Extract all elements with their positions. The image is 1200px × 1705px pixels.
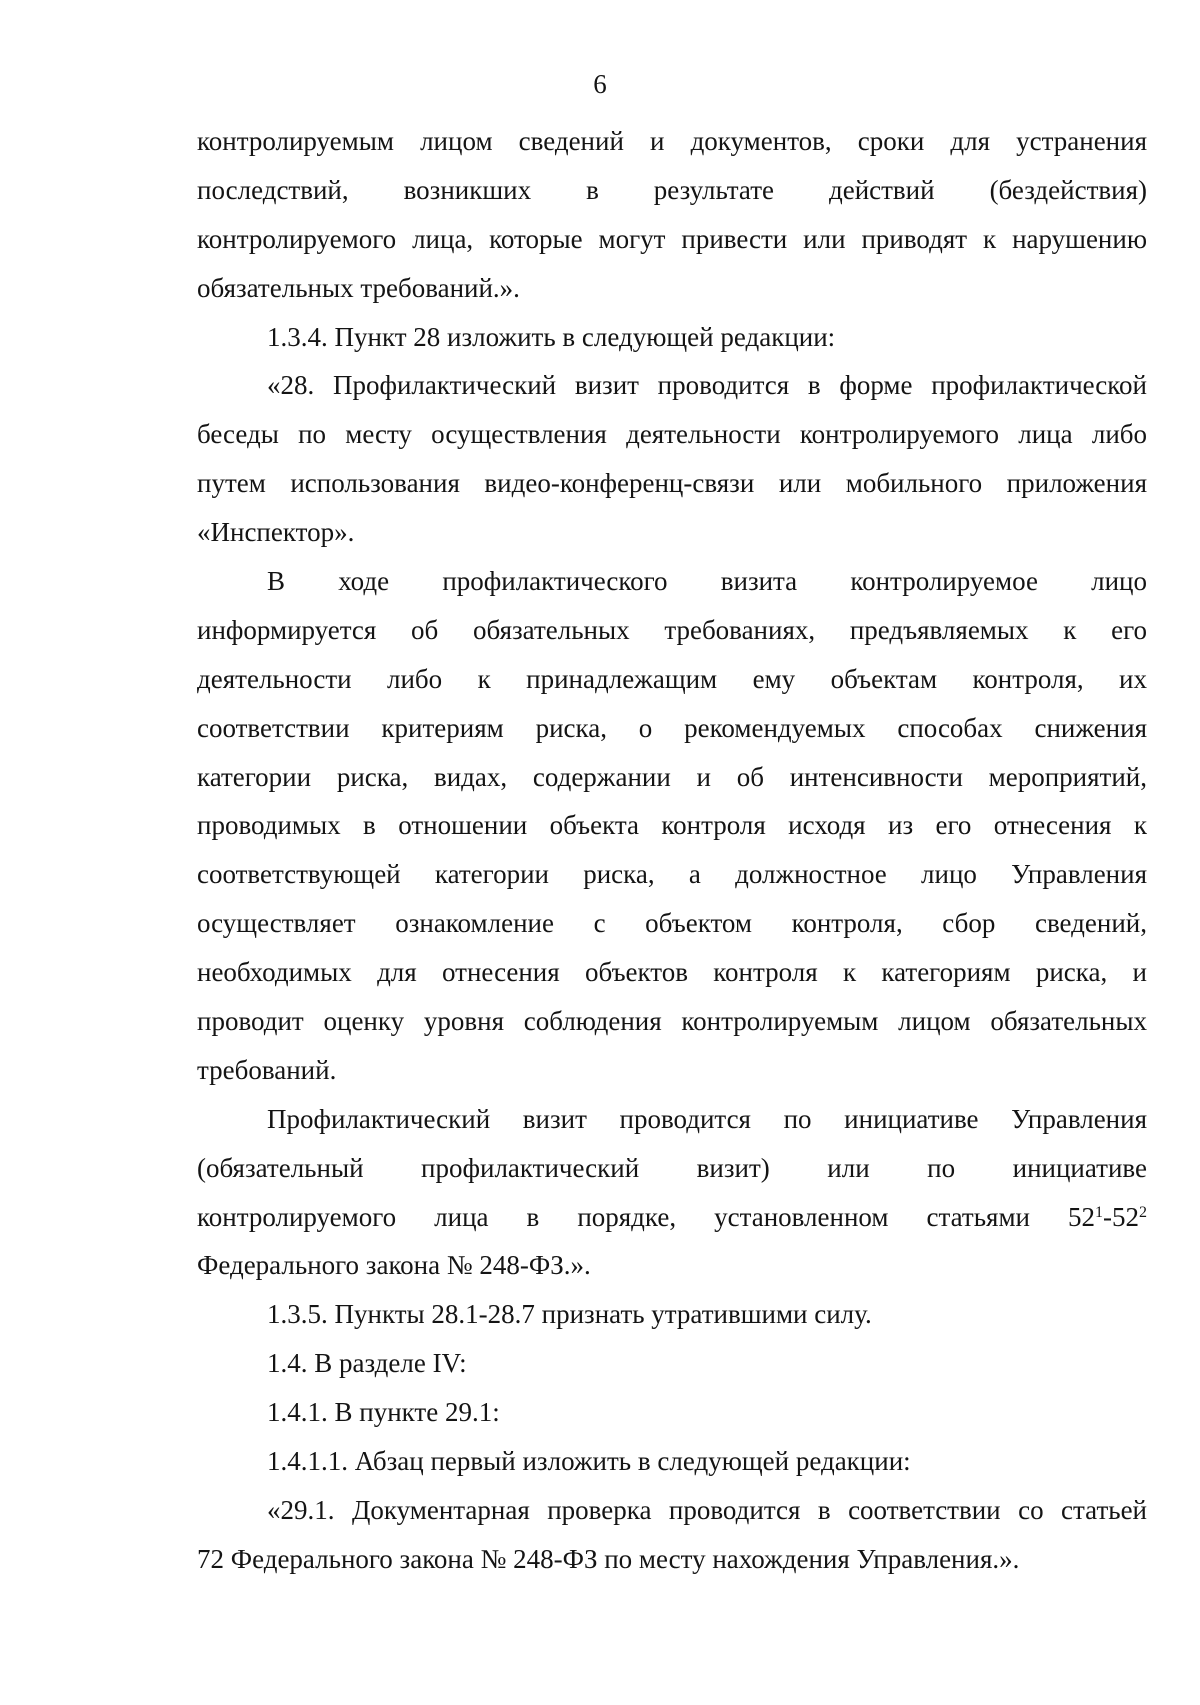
text-line (197, 1144, 1147, 1193)
text-line (197, 1095, 1147, 1144)
text-line-content: 1.3.5. Пункты 28.1-28.7 признать утратившими силу. (267, 1299, 872, 1330)
text-line (197, 850, 1147, 899)
text-line (197, 459, 1147, 508)
text-line-content: Профилактический визит проводится по инициативе Управления (267, 1103, 1147, 1134)
text-line-content: 72 Федерального закона № 248-ФЗ по месту нахождения Управления.». (197, 1543, 1020, 1574)
article-reference (1068, 1202, 1147, 1232)
text-line-content: Федерального закона № 248-ФЗ.». (197, 1250, 591, 1281)
article-superscript: 2 (1139, 1203, 1148, 1221)
text-line (197, 557, 1147, 606)
article-dash: - (1103, 1201, 1113, 1232)
text-line-content: «Инспектор». (197, 517, 355, 548)
text-line-content: необходимых для отнесения объектов контроля к категориям риска, и (197, 957, 1147, 988)
text-line-content: контролируемого лица, которые могут привести или приводят к нарушению (197, 223, 1147, 254)
text-line-content: В ходе профилактического визита контролируемое лицо (267, 566, 1147, 597)
text-line (197, 361, 1147, 410)
text-line (197, 948, 1147, 997)
text-line (197, 1486, 1147, 1535)
article-superscript: 1 (1095, 1203, 1104, 1221)
text-line (197, 166, 1147, 215)
text-line-content: соответствующей категории риска, а должностное лицо Управления (197, 859, 1147, 890)
text-line (197, 1193, 1147, 1242)
text-line (197, 1388, 1147, 1437)
text-line (197, 899, 1147, 948)
article-number: 52 (1112, 1201, 1140, 1232)
text-line-content: категории риска, видах, содержании и об интенсивности мероприятий, (197, 761, 1147, 792)
text-line-content: 1.4.1. В пункте 29.1: (267, 1397, 500, 1428)
text-line (197, 313, 1147, 362)
text-line-content: 1.3.4. Пункт 28 изложить в следующей редакции: (267, 321, 836, 352)
text-line (197, 508, 1147, 557)
document-body (197, 117, 1147, 1584)
text-line (197, 1339, 1147, 1388)
text-line (197, 1290, 1147, 1339)
text-line-content: беседы по месту осуществления деятельности контролируемого лица либо (197, 419, 1147, 450)
text-line (197, 117, 1147, 166)
text-line (197, 704, 1147, 753)
text-line (197, 753, 1147, 802)
text-line (197, 215, 1147, 264)
text-line-content: контролируемым лицом сведений и документов, сроки для устранения (197, 126, 1147, 156)
text-line (197, 264, 1147, 313)
text-line-content: «28. Профилактический визит проводится в форме профилактической (267, 370, 1147, 401)
text-line (197, 1046, 1147, 1095)
article-number: 52 (1068, 1201, 1096, 1232)
text-line-content: путем использования видео-конференц-связи или мобильного приложения (197, 468, 1147, 499)
text-line (197, 410, 1147, 459)
text-line-content: деятельности либо к принадлежащим ему объектам контроля, их (197, 663, 1147, 694)
text-line-content: 1.4. В разделе IV: (267, 1348, 467, 1379)
text-line-content: обязательных требований.». (197, 272, 520, 303)
text-line (197, 1437, 1147, 1486)
text-line-content: (обязательный профилактический визит) или по инициативе (197, 1152, 1147, 1183)
text-line-content: «29.1. Документарная проверка проводится в соответствии со статьей (267, 1494, 1147, 1525)
text-line-content: проводит оценку уровня соблюдения контролируемым лицом обязательных (197, 1006, 1147, 1037)
text-line-content: 1.4.1.1. Абзац первый изложить в следующей редакции: (267, 1446, 911, 1477)
text-line-content: проводимых в отношении объекта контроля исходя из его отнесения к (197, 810, 1147, 841)
text-line (197, 606, 1147, 655)
text-line-content: соответствии критериям риска, о рекомендуемых способах снижения (197, 712, 1147, 743)
text-line (197, 1241, 1147, 1290)
text-line-content: контролируемого лица в порядке, установленном статьями (197, 1201, 1030, 1232)
text-line-content: информируется об обязательных требованиях, предъявляемых к его (197, 614, 1147, 645)
text-line (197, 1535, 1147, 1584)
text-line-content: осуществляет ознакомление с объектом контроля, сбор сведений, (197, 908, 1147, 939)
text-line (197, 997, 1147, 1046)
text-line (197, 655, 1147, 704)
text-line-content: требований. (197, 1054, 337, 1085)
text-line (197, 801, 1147, 850)
text-line-content: последствий, возникших в результате действий (бездействия) (197, 174, 1147, 205)
page-number: 6 (593, 69, 607, 99)
